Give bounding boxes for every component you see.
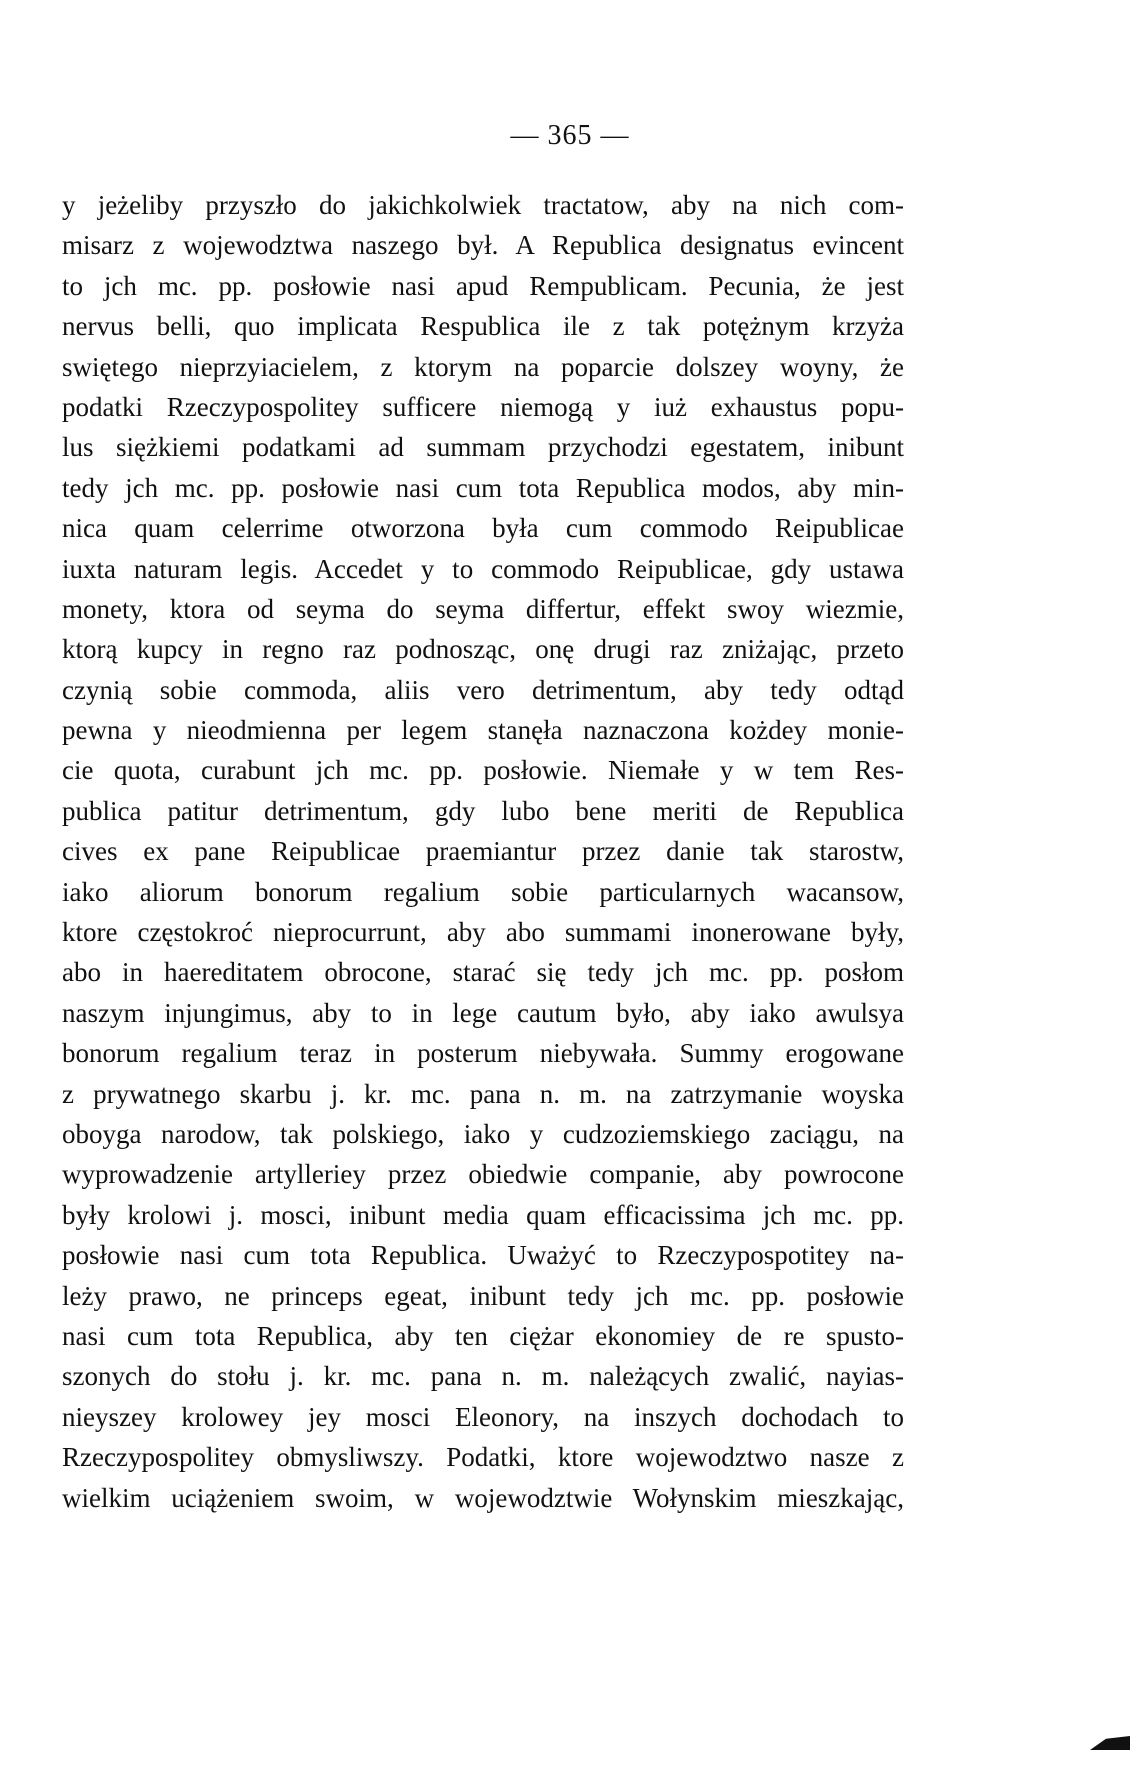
text-line: oboyga narodow, tak polskiego, iako y cudzoziemskiego zaciągu, na — [62, 1118, 904, 1149]
text-line: nervus belli, quo implicata Respublica ile z tak potężnym krzyża — [62, 311, 904, 342]
text-line: posłowie nasi cum tota Republica. Uważyć to Rzeczypospotitey na- — [62, 1240, 904, 1271]
text-line: swiętego nieprzyiacielem, z ktorym na poparcie dolszey woyny, że — [62, 351, 904, 382]
text-line: wyprowadzenie artylleriey przez obiedwie companie, aby powrocone — [62, 1159, 904, 1190]
text-line: wielkim uciążeniem swoim, w wojewodztwie Wołynskim mieszkając, — [62, 1482, 904, 1513]
text-line: iako aliorum bonorum regalium sobie particularnych wacansow, — [62, 876, 904, 907]
text-line: czynią sobie commoda, aliis vero detrimentum, aby tedy odtąd — [62, 674, 904, 705]
text-line: nieyszey krolowey jey mosci Eleonory, na inszych dochodach to — [62, 1401, 904, 1432]
text-line: misarz z wojewodztwa naszego był. A Republica designatus evincent — [62, 230, 904, 261]
text-line: abo in haereditatem obrocone, starać się tedy jch mc. pp. posłom — [62, 957, 904, 988]
text-line: ktorą kupcy in regno raz podnosząc, onę drugi raz zniżając, przeto — [62, 634, 904, 665]
text-line: monety, ktora od seyma do seyma differtur, effekt swoy wiezmie, — [62, 593, 904, 624]
text-line: iuxta naturam legis. Accedet y to commodo Reipublicae, gdy ustawa — [62, 553, 904, 584]
text-line: szonych do stołu j. kr. mc. pana n. m. należących zwalić, nayias- — [62, 1361, 904, 1392]
text-line: bonorum regalium teraz in posterum niebywała. Summy erogowane — [62, 1038, 904, 1069]
body-text — [62, 185, 904, 1518]
text-line: leży prawo, ne princeps egeat, inibunt tedy jch mc. pp. posłowie — [62, 1280, 904, 1311]
text-line: nasi cum tota Republica, aby ten ciężar ekonomiey de re spusto- — [62, 1320, 904, 1351]
text-line: z prywatnego skarbu j. kr. mc. pana n. m. na zatrzymanie woyska — [62, 1078, 904, 1109]
text-line: cives ex pane Reipublicae praemiantur przez danie tak starostw, — [62, 836, 904, 867]
text-line: to jch mc. pp. posłowie nasi apud Rempublicam. Pecunia, że jest — [62, 270, 904, 301]
text-line: nica quam celerrime otworzona była cum commodo Reipublicae — [62, 513, 904, 544]
text-line: pewna y nieodmienna per legem stanęła naznaczona kożdey monie- — [62, 715, 904, 746]
text-line: Rzeczypospolitey obmysliwszy. Podatki, ktore wojewodztwo nasze z — [62, 1442, 904, 1473]
text-line: cie quota, curabunt jch mc. pp. posłowie. Niemałe y w tem Res- — [62, 755, 904, 786]
page-corner-mark — [1090, 1736, 1130, 1750]
text-line: publica patitur detrimentum, gdy lubo bene meriti de Republica — [62, 795, 904, 826]
text-line: lus siężkiemi podatkami ad summam przychodzi egestatem, inibunt — [62, 432, 904, 463]
text-line: y jeżeliby przyszło do jakichkolwiek tractatow, aby na nich com- — [62, 190, 904, 220]
text-line: ktore częstokroć nieprocurrunt, aby abo summami inonerowane były, — [62, 917, 904, 948]
text-line: były krolowi j. mosci, inibunt media quam efficacissima jch mc. pp. — [62, 1199, 904, 1230]
page-number: — 365 — — [510, 120, 630, 151]
text-line: tedy jch mc. pp. posłowie nasi cum tota Republica modos, aby min- — [62, 472, 904, 503]
text-line: podatki Rzeczypospolitey sufficere niemogą y iuż exhaustus popu- — [62, 391, 904, 422]
text-line: naszym injungimus, aby to in lege cautum było, aby iako awulsya — [62, 997, 904, 1028]
